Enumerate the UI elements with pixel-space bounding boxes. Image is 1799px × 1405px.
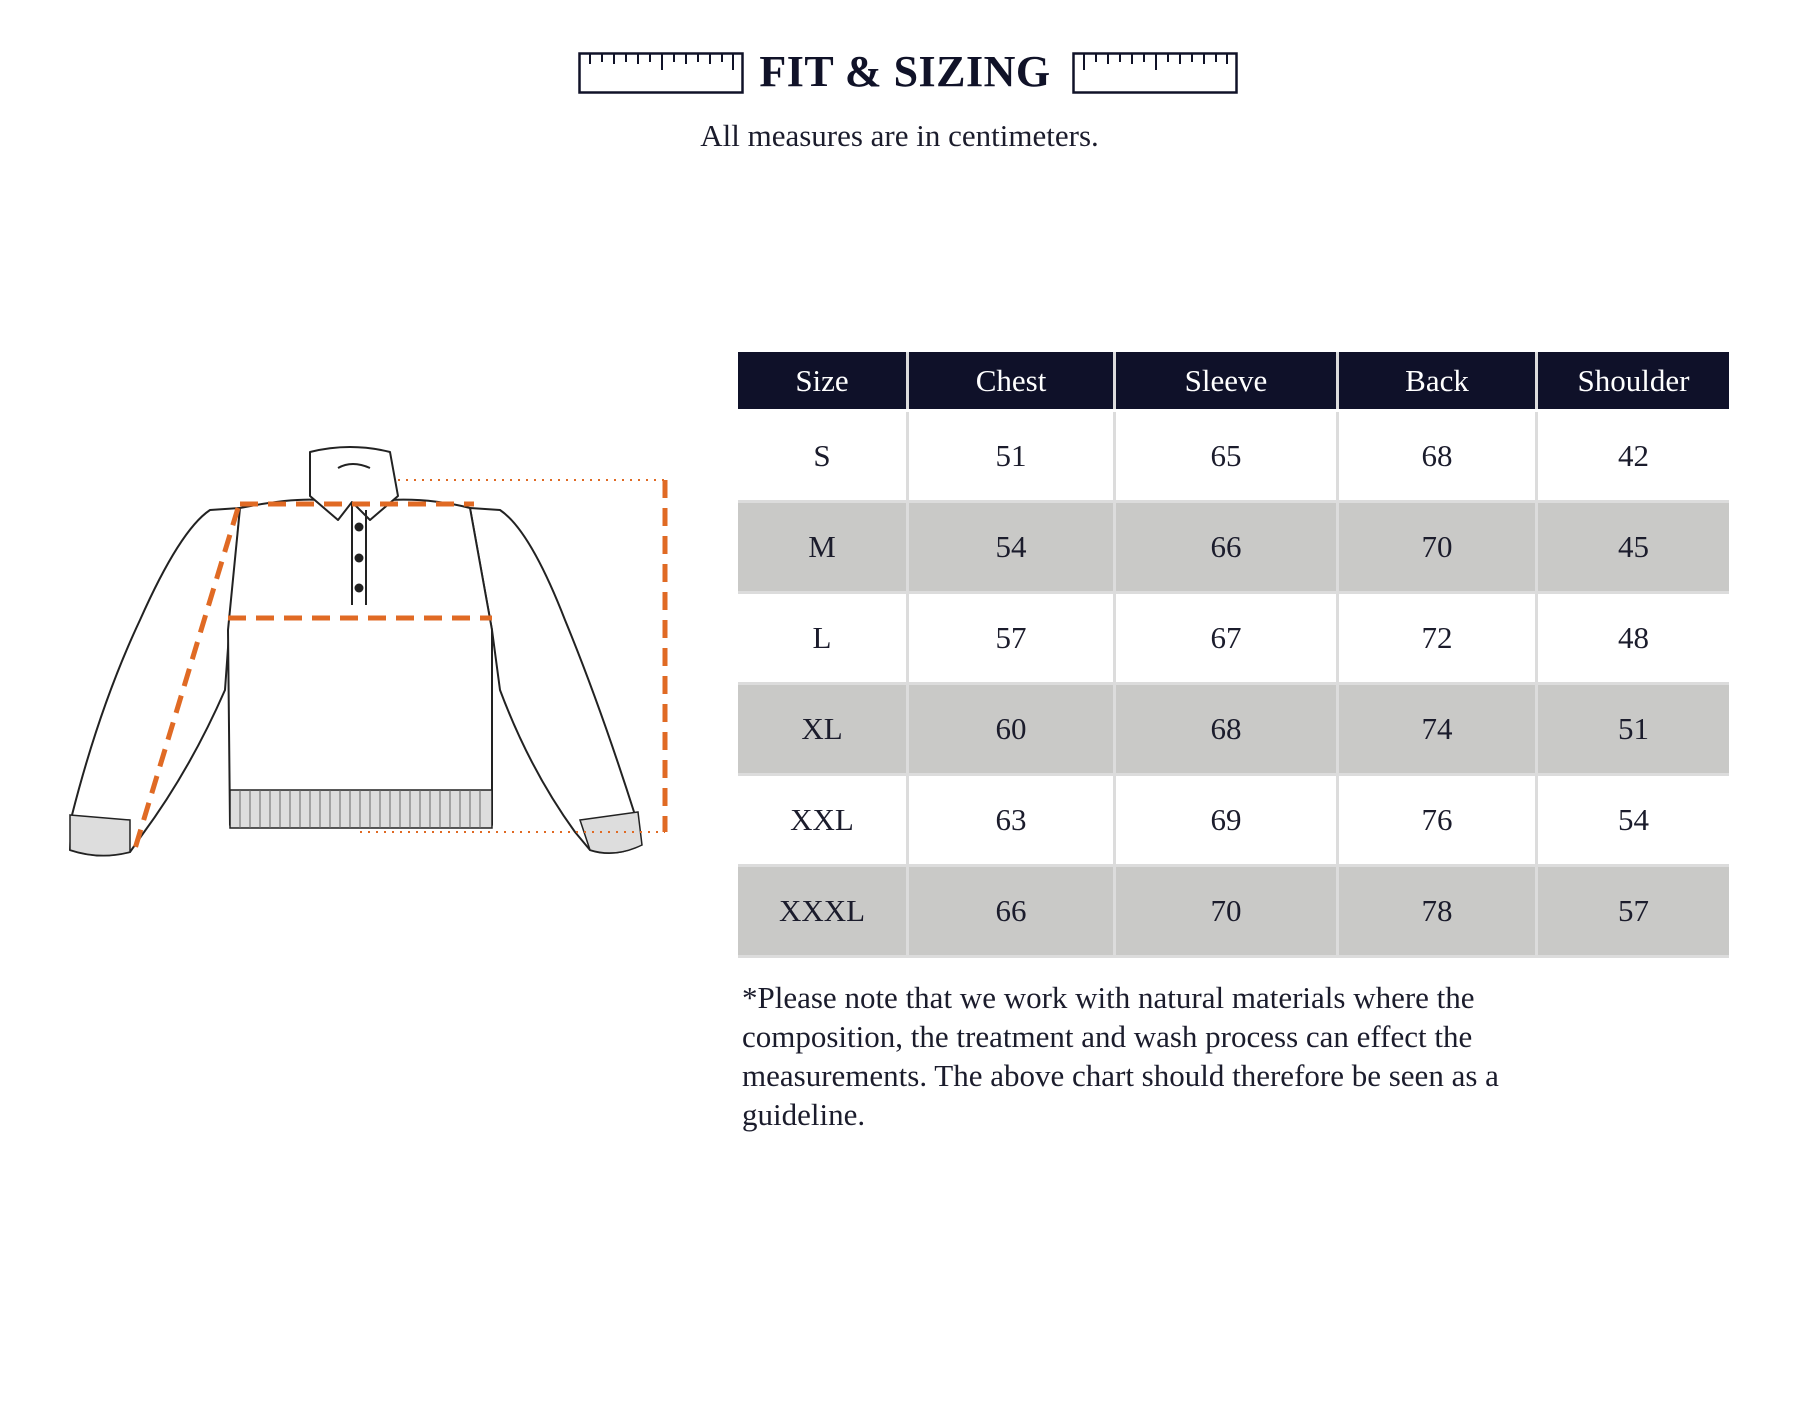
chest-cell: 66 <box>908 866 1115 957</box>
sleeve-cell: 70 <box>1115 866 1338 957</box>
table-row <box>738 411 1729 502</box>
back-cell: 74 <box>1338 684 1537 775</box>
column-header-back: Back <box>1338 352 1537 411</box>
table-row <box>738 866 1729 957</box>
table-row <box>738 684 1729 775</box>
units-note: All measures are in centimeters. <box>700 118 1099 153</box>
back-cell: 70 <box>1338 502 1537 593</box>
sleeve-cell: 65 <box>1115 411 1338 502</box>
sleeve-cell: 67 <box>1115 593 1338 684</box>
sleeve-cell: 69 <box>1115 775 1338 866</box>
ruler-icon <box>1072 52 1238 94</box>
chest-cell: 63 <box>908 775 1115 866</box>
size-cell: S <box>738 411 908 502</box>
size-cell: XXXL <box>738 866 908 957</box>
back-cell: 76 <box>1338 775 1537 866</box>
shoulder-cell: 51 <box>1537 684 1730 775</box>
sweater-illustration <box>60 440 700 910</box>
size-cell: XXL <box>738 775 908 866</box>
column-header-chest: Chest <box>908 352 1115 411</box>
back-cell: 72 <box>1338 593 1537 684</box>
back-cell: 78 <box>1338 866 1537 957</box>
page-header <box>0 40 1799 100</box>
table-row <box>738 775 1729 866</box>
size-cell: XL <box>738 684 908 775</box>
size-chart-table <box>738 352 1729 958</box>
shoulder-cell: 45 <box>1537 502 1730 593</box>
sleeve-cell: 68 <box>1115 684 1338 775</box>
table-header-row <box>738 352 1729 411</box>
table-row <box>738 593 1729 684</box>
chest-cell: 54 <box>908 502 1115 593</box>
column-header-size: Size <box>738 352 908 411</box>
chest-cell: 57 <box>908 593 1115 684</box>
column-header-shoulder: Shoulder <box>1537 352 1730 411</box>
shoulder-cell: 54 <box>1537 775 1730 866</box>
disclaimer-note: *Please note that we work with natural materials where the composition, the treatment and wash process can effect the measurements. The above chart should therefore be seen as a guideline. <box>742 980 1499 1132</box>
table-row <box>738 502 1729 593</box>
chest-cell: 60 <box>908 684 1115 775</box>
page-title: FIT & SIZING <box>759 47 1051 96</box>
ruler-icon <box>578 52 744 94</box>
size-cell: L <box>738 593 908 684</box>
size-cell: M <box>738 502 908 593</box>
shoulder-cell: 57 <box>1537 866 1730 957</box>
chest-cell: 51 <box>908 411 1115 502</box>
shoulder-cell: 42 <box>1537 411 1730 502</box>
sleeve-cell: 66 <box>1115 502 1338 593</box>
shoulder-cell: 48 <box>1537 593 1730 684</box>
back-cell: 68 <box>1338 411 1537 502</box>
column-header-sleeve: Sleeve <box>1115 352 1338 411</box>
